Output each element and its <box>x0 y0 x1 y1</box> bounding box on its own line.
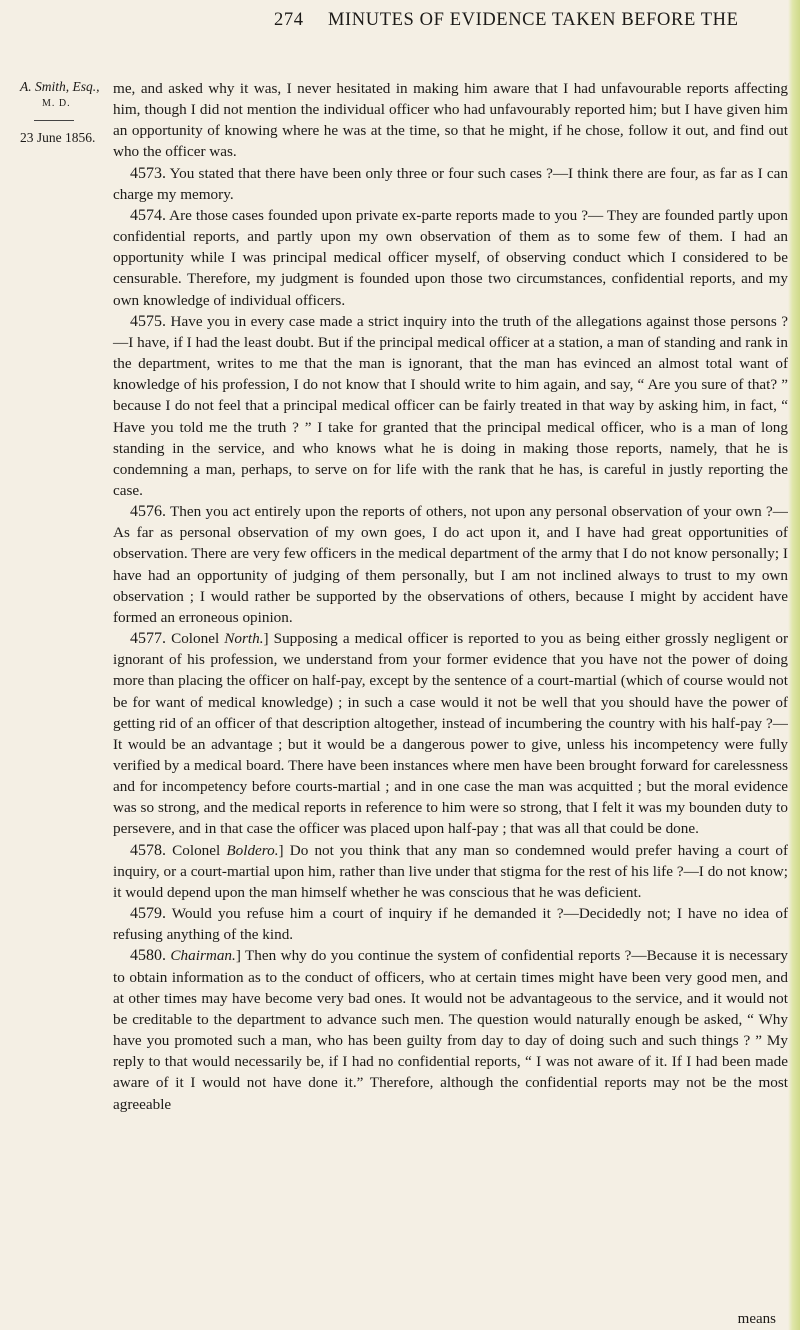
witness-name: A. Smith, Esq., <box>20 79 100 94</box>
body-text <box>113 78 788 1115</box>
page-edge <box>788 0 800 1330</box>
paragraph-continued: me, and asked why it was, I never hesitated in making him aware that I had unfavourable reports affecting him, though I did not mention the individual officer who had unfavourably reported him; but I have given him an opportunity of knowing where he was at the time, so that he might, if he chose, follow it out, and find out who the officer was. <box>113 80 788 161</box>
question-4580: 4580. Chairman.] Then why do you continue the system of confidential reports ?—Because it is necessary to obtain information as to the conduct of officers, who at certain times might have been very good men, and at other times may have become very bad ones. It would not be advantageous to the service, and it would not be creditable to the department to advance such men. The question would naturally enough be asked, “ Why have you promoted such a man, who has been guilty from day to day of doing such and such things ? ” My reply to that would necessarily be, if I had no confidential reports, “ I was not aware of it. If I had been made aware of it I would not have done it.” Therefore, although the confidential reports may not be the most agreeable <box>113 947 788 1113</box>
question-4573: 4573. You stated that there have been only three or four such cases ?—I think there are four, as far as I can charge my memory. <box>113 164 788 203</box>
margin-note <box>20 78 100 146</box>
question-4577: 4577. Colonel North.] Supposing a medical officer is reported to you as being either grossly negligent or ignorant of his profession, we understand from your former evidence that you have not the power of doing more than placing the officer on half-pay, except by the sentence of a court-martial (which of course would not be for want of medical knowledge) ; in such a case would it not be well that you should have the power of getting rid of an officer of that description altogether, instead of incumbering the country with his half-pay ?—It would be an advantage ; but it would be a dangerous power to give, unless his incompetency were fully verified by a medical board. There have been instances where men have been brought forward for carelessness and for incompetency before courts-martial ; and in one case the man was acquitted ; but the moral evidence was so strong, and the medical reports in reference to him were so strong, that I felt it was my bounden duty to persevere, and in that case the officer was placed upon half-pay ; that was all that could be done. <box>113 630 789 838</box>
question-4574: 4574. Are those cases founded upon private ex-parte reports made to you ?— They are founded partly upon confidential reports, and partly upon my own observation of them as to some few of them. I had an opportunity while I was principal medical officer myself, of observing conduct which I considered to be censurable. Therefore, my judgment is founded upon those two circumstances, confidential reports, and my own knowledge of individual officers. <box>113 206 788 309</box>
running-title: MINUTES OF EVIDENCE TAKEN BEFORE THE <box>328 10 739 30</box>
speaker-name: Chairman. <box>170 947 236 965</box>
question-4578: 4578. Colonel Boldero.] Do not you think that any man so condemned would prefer having a court of inquiry, or a court-martial upon him, rather than live under that stigma for the rest of his life ?—I do not know; it would depend upon the man himself whether he was conscious that he was deficient. <box>113 841 789 901</box>
question-number: 4578. <box>130 841 166 859</box>
page-number: 274 <box>274 10 304 30</box>
question-number: 4576. <box>130 503 166 521</box>
hearing-date: 23 June 1856. <box>20 130 96 145</box>
margin-rule <box>34 120 74 121</box>
question-number: 4579. <box>130 905 166 923</box>
speaker-name: Boldero. <box>226 841 279 859</box>
question-4579: 4579. Would you refuse him a court of inquiry if he demanded it ?—Decidedly not; I have no idea of refusing anything of the kind. <box>113 905 788 944</box>
speaker-name: North. <box>224 630 264 648</box>
question-number: 4575. <box>130 312 166 330</box>
witness-degree: M. D. <box>42 98 71 109</box>
question-4575: 4575. Have you in every case made a strict inquiry into the truth of the allegations against those persons ?—I have, if I had the least doubt. But if the principal medical officer at a station, a man of standing and rank in the department, writes to me that the man is ignorant, that the man has evinced an almost total want of knowledge of his profession, I do not know that I should write to him again, and say, “ Are you sure of that? ” because I do not feel that a principal medical officer can be fairly treated in that way by asking him, in fact, “ Have you told me the truth ? ” I take for granted that the principal medical officer, who is a man of long standing in the service, and who knows what he is doing in making those reports, namely, that he is condemning a man, perhaps, to serve on for life with the rank that he has, is careful in justly reporting the case. <box>113 312 789 499</box>
catchword: means <box>737 1311 776 1327</box>
question-number: 4574. <box>130 206 166 224</box>
question-4576: 4576. Then you act entirely upon the reports of others, not upon any personal observation of your own ?—As far as personal observation of my own goes, I do act upon it, and I have had great opportunities of observation. There are very few officers in the medical department of the army that I do not know personally; I have had an opportunity of judging of them personally, but I am not inclined always to trust to my own observation ; I would rather be supported by the observations of others, because I might by accident have formed an erroneous opinion. <box>113 503 788 626</box>
question-number: 4580. <box>130 947 166 965</box>
question-number: 4577. <box>130 630 166 648</box>
question-number: 4573. <box>130 164 166 182</box>
